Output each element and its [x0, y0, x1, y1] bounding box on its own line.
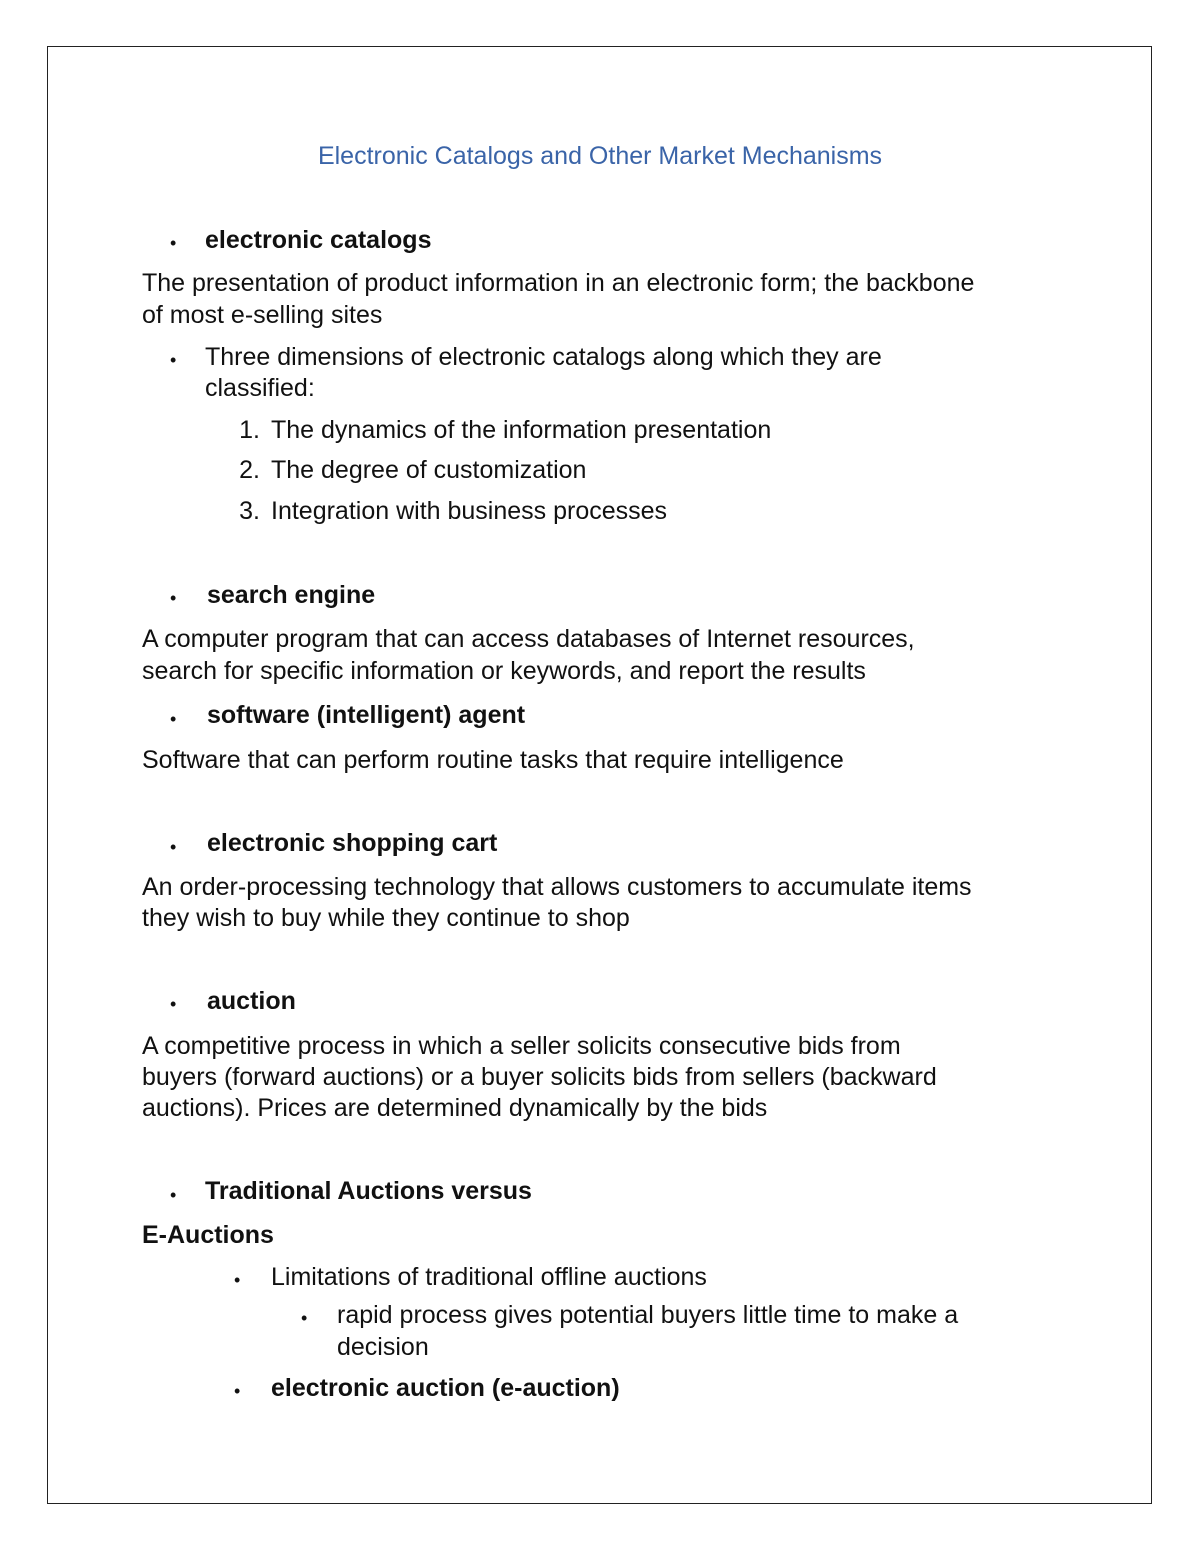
definition-search-engine-line1: A computer program that can access databases of Internet resources, [142, 625, 915, 653]
list-item-dimension: The degree of customization [271, 456, 587, 484]
bullet-icon: • [170, 994, 177, 1014]
bullet-icon: • [170, 837, 177, 857]
definition-shopping-cart-line1: An order-processing technology that allows customers to accumulate items [142, 873, 972, 901]
definition-electronic-catalogs-line1: The presentation of product information in an electronic form; the backbone [142, 269, 975, 297]
term-shopping-cart: electronic shopping cart [207, 829, 498, 857]
list-item-dimension: The dynamics of the information presentation [271, 416, 772, 444]
limitations-item: Limitations of traditional offline auctions [271, 1263, 707, 1291]
heading-traditional-auctions-line1: Traditional Auctions versus [205, 1177, 532, 1205]
term-auction: auction [207, 987, 296, 1015]
list-number: 1. [239, 416, 260, 444]
bullet-icon: • [170, 233, 177, 253]
list-item-dimension: Integration with business processes [271, 497, 668, 525]
sub-bullet-dimensions-line1: Three dimensions of electronic catalogs along which they are [205, 343, 882, 371]
definition-electronic-catalogs-line2: of most e-selling sites [142, 301, 383, 329]
bullet-icon: • [170, 1185, 177, 1205]
rapid-process-line1: rapid process gives potential buyers little time to make a [337, 1301, 959, 1329]
heading-traditional-auctions-line2: E-Auctions [142, 1221, 274, 1249]
bullet-icon: • [301, 1308, 308, 1328]
term-electronic-catalogs: electronic catalogs [205, 226, 432, 254]
definition-software-agent: Software that can perform routine tasks that require intelligence [142, 746, 844, 774]
list-number: 2. [239, 456, 260, 484]
sub-bullet-dimensions-line2: classified: [205, 374, 315, 402]
term-software-agent: software (intelligent) agent [207, 701, 526, 729]
definition-shopping-cart-line2: they wish to buy while they continue to shop [142, 904, 630, 932]
bullet-icon: • [234, 1270, 241, 1290]
term-e-auction: electronic auction (e-auction) [271, 1374, 620, 1402]
definition-auction-line1: A competitive process in which a seller solicits consecutive bids from [142, 1032, 901, 1060]
document-title: Electronic Catalogs and Other Market Mechanisms [317, 142, 883, 170]
list-number: 3. [239, 497, 260, 525]
definition-search-engine-line2: search for specific information or keywords, and report the results [142, 657, 866, 685]
term-search-engine: search engine [207, 581, 376, 609]
definition-auction-line2: buyers (forward auctions) or a buyer solicits bids from sellers (backward [142, 1063, 937, 1091]
bullet-icon: • [170, 588, 177, 608]
bullet-icon: • [170, 350, 177, 370]
bullet-icon: • [170, 709, 177, 729]
rapid-process-line2: decision [337, 1333, 429, 1361]
bullet-icon: • [234, 1381, 241, 1401]
definition-auction-line3: auctions). Prices are determined dynamically by the bids [142, 1094, 768, 1122]
